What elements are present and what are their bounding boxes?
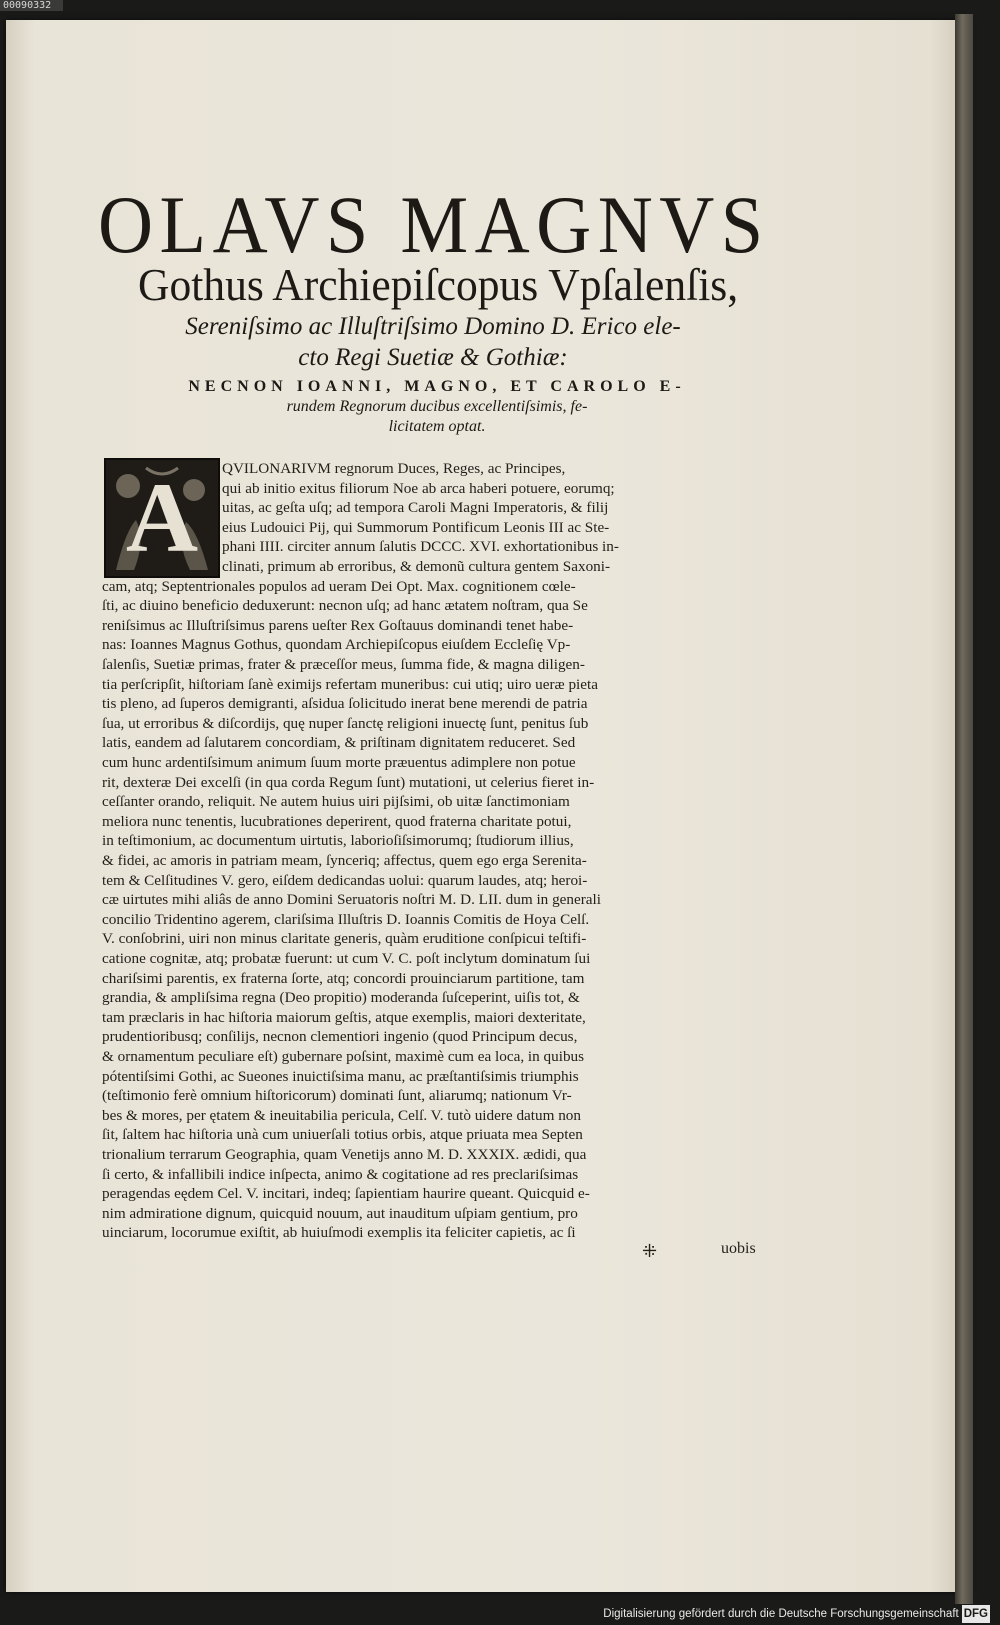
page-title: OLAVS MAGNVS	[98, 179, 770, 270]
text-line: & ornamentum peculiare eſt) gubernare poſsint, maximè cum ea loca, in quibus	[102, 1048, 585, 1065]
text-line: meliora nunc tenentis, lucubrationes deperirent, quod fraterna charitate potui,	[102, 812, 572, 830]
text-line: cum hunc ardentiſsimum animum ſuum morte præuentus adimplere non potue	[102, 754, 576, 771]
text-line: eius Ludouici Pij, qui Summorum Pontificum Leonis III ac Ste-	[222, 518, 610, 536]
text-line: pótentiſsimi Gothi, ac Sueones inuictiſsima manu, ac præſtantiſsimis triumphis	[102, 1067, 579, 1085]
addressee-line: rundem Regnorum ducibus excellentiſsimis, fe-	[286, 398, 588, 415]
addressee-line: NECNON IOANNI, MAGNO, ET CAROLO E-	[188, 378, 686, 395]
signature-mark: ⁜	[642, 1241, 658, 1261]
text-line: ſti, ac diuino beneficio deduxerunt: necnon uſq; ad hanc ætatem noſtram, qua Se	[102, 597, 588, 615]
text-line: catione cognitæ, atq; probatæ fuerunt: ut cum V. C. poſt inclytum dominatum ſui	[102, 950, 591, 967]
text-line: tem & Celſitudines V. gero, eiſdem dedicandas uolui: quarum laudes, atq; heroi-	[102, 871, 588, 889]
scan-id-label: 00090332	[0, 0, 63, 11]
decorated-initial	[104, 458, 220, 578]
dedication-line: cto Regi Suetiæ & Gothiæ:	[298, 344, 568, 371]
book-page	[6, 20, 968, 1592]
text-line: tam præclaris in hac hiſtoria maiorum geſtis, atque exemplis, maiori dexteritate,	[102, 1008, 586, 1026]
footer-text: Digitalisierung gefördert durch die Deutsche Forschungsgemeinschaft	[603, 1608, 959, 1620]
page-edge-shadow	[955, 14, 973, 1604]
addressee-line: licitatem optat.	[388, 418, 486, 435]
text-line: ſua, ut erroribus & diſcordijs, quę nuper ſanctę religioni inuectę ſunt, penitus ſub	[102, 714, 589, 732]
text-line: QVILONARIVM regnorum Duces, Reges, ac Principes,	[222, 460, 566, 477]
text-line: nim admiratione dignum, quicquid nouum, aut inauditum uſpiam gentium, pro	[102, 1204, 578, 1222]
text-line: uitas, ac geſta uſq; ad tempora Caroli Magni Imperatoris, & filij	[222, 499, 609, 517]
text-line: cam, atq; Septentrionales populos ad ueram Dei Opt. Max. cognitionem cœle-	[102, 577, 576, 595]
dfg-logo: DFG	[962, 1605, 990, 1623]
text-line: chariſsimi parentis, ex fraterna ſorte, atq; concordi prouinciarum partitione, tam	[102, 969, 585, 987]
text-line: (teſtimonio ferè omnium hiſtoricorum) dominati ſunt, aliarumq; nationum Vr-	[102, 1087, 572, 1105]
text-line: reniſsimus ac Illuſtriſsimus parens ueſter Rex Goſtauus dominandi tenet habe-	[102, 616, 574, 634]
dedication-line: Sereniſsimo ac Illuſtriſsimo Domino D. Erico ele-	[185, 313, 681, 340]
page-subtitle: Gothus Archiepiſcopus Vpſalenſis,	[138, 259, 739, 310]
initial-letter: A	[125, 462, 199, 573]
text-line: ceſſanter orando, reliquit. Ne autem huius uiri pijſsimi, ob uitæ ſanctimoniam	[102, 793, 570, 811]
text-line: tia perſcripſit, hiſtoriam ſanè eximijs refertam muneribus: cui utiq; uiro ueræ pieta	[102, 675, 598, 693]
text-line: tis pleno, ad ſuperos demigranti, aſsidua ſolicitudo inerat bene merendi de patria	[102, 695, 588, 713]
text-line: rit, dexteræ Dei excelſi (in qua corda Regum ſunt) mutationi, ut celerius fieret in-	[102, 773, 595, 791]
text-line: latis, eandem ad ſalutarem concordiam, & priſtinam dignitatem reduceret. Sed	[102, 734, 576, 752]
text-line: grandia, & ampliſsima regna (Deo propitio) moderanda ſuſceperint, uiſis tot, &	[102, 989, 580, 1007]
text-line: & fidei, ac amoris in patriam meam, ſynceriq; affectus, quem ego erga Serenita-	[102, 852, 587, 869]
text-line: ſalenſis, Suetiæ primas, frater & præceſſor meus, ſumma fide, & magna diligen-	[102, 656, 585, 673]
text-line: phani IIII. circiter annum ſalutis DCCC. XVI. exhortationibus in-	[222, 538, 619, 556]
text-line: prudentioribusq; conſilijs, necnon clementiori ingenio (quod Principum decus,	[102, 1028, 578, 1046]
text-line: bes & mores, per ętatem & ineuitabilia pericula, Celſ. V. tutò uidere datum non	[102, 1106, 581, 1124]
text-line: ſi certo, & infallibili indice inſpecta, animo & cogitatione ad res preclariſsimas	[102, 1165, 579, 1183]
text-line: concilio Tridentino agerem, clariſsima Illuſtris D. Ioannis Comitis de Hoya Celſ.	[102, 910, 590, 928]
text-line: qui ab initio exitus filiorum Noe ab arca haberi potuere, eorumq;	[222, 479, 615, 497]
text-line: trionalium terrarum Geographia, quam Venetijs anno M. D. XXXIX. ædidi, qua	[102, 1146, 587, 1163]
text-line: uinciarum, locorumue exiſtit, ab huiuſmodi exemplis ita feliciter capietis, ac ſi	[102, 1224, 576, 1242]
text-line: in teſtimonium, ac documentum uirtutis, laborioſiſsimorumq; ſtudiorum illius,	[102, 832, 574, 850]
text-line: V. conſobrini, uiri non minus claritate generis, quàm eruditione conſpicui teſtifi-	[102, 930, 587, 948]
digitization-footer	[580, 1605, 990, 1623]
catchword: uobis	[721, 1240, 756, 1257]
text-line: clinati, primum ab erroribus, & demonũ cultura gentem Saxoni-	[222, 558, 611, 575]
text-line: ſit, ſaltem hac hiſtoria unà cum uniuerſali totius orbis, atque priuata mea Septen	[102, 1126, 583, 1144]
text-line: nas: Ioannes Magnus Gothus, quondam Archiepiſcopus eiuſdem Eccleſię Vp-	[102, 636, 571, 654]
text-line: cæ uirtutes mihi aliâs de anno Domini Seruatoris noſtri M. D. LII. dum in generali	[102, 891, 601, 909]
text-line: peragendas eędem Cel. V. incitari, indeq; ſapientiam haurire queant. Quicquid e-	[102, 1185, 590, 1203]
